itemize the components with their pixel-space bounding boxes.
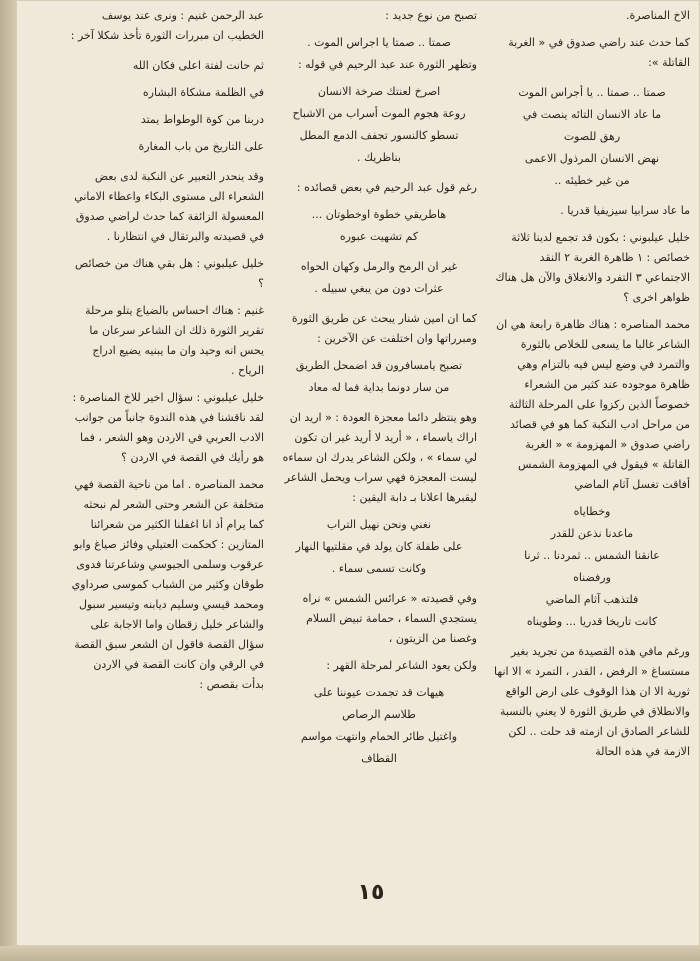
column-left: [68, 6, 264, 876]
verse-line: رهق للصوت: [563, 130, 621, 143]
verse-line: فلتذهب آثام الماضي: [545, 593, 639, 606]
page-number: ١٥: [357, 880, 385, 905]
verse-line: صمتا .. صمتا يا اجراس الموت .: [307, 36, 451, 49]
paragraph: ورغم مافي هذه القصيدة من تجريد بغير مستساغ « الرفض ، القدر ، التمرد » الا انها ثورية الا ان هذا الوقوف على ارض الواقع والانطلاق في طريق الثورة لا يعني بالنسبة للشاعر الصادق ان ازمته قد حلت .. لكن الازمة في هذه الحالة: [494, 645, 690, 758]
magazine-page: [16, 0, 700, 946]
verse-line: ورفضناه: [573, 571, 611, 584]
verse-line: في الظلمة مشكاة البشاره: [142, 86, 264, 99]
verse-line: القطاف: [361, 752, 397, 765]
verse-line: هيهات قد تجمدت عيوننا على: [313, 686, 445, 699]
paragraph: وتظهر الثورة عند عبد الرحيم في قوله :: [297, 58, 477, 71]
verse-line: من غير خطيئه ..: [554, 174, 630, 187]
paragraph: ولكن يعود الشاعر لمرحلة القهر :: [326, 659, 477, 672]
verse-line: بناظريك .: [357, 151, 401, 164]
verse-line: كانت تاريخا قدريا ... وطويناه: [526, 615, 658, 628]
verse-line: وخطاياه: [573, 505, 611, 518]
verse-line: اصرخ لعنتك صرخة الانسان: [317, 85, 441, 98]
paragraph: خليل عيلبوني : سؤال اخير للاخ المناصرة : لقد ناقشنا في هذه الندوة جانباً من جوانب الادب العربي في الاردن وهو الشعر ، فما هو رأيك في القصة في الاردن ؟: [72, 391, 264, 464]
verse-line: نهض الانسان المرذول الاعمى: [524, 152, 660, 165]
verse-line: تصبح يامسافرون قد اضمحل الطريق: [295, 359, 463, 372]
verse-line: تسطو كالنسور تجفف الدمع المطل: [299, 129, 459, 142]
verse-line: على طفلة كان يولد في مقلتيها النهار: [295, 540, 463, 553]
verse-line: غير ان الرمح والرمل وكهان الحواه: [300, 260, 458, 273]
paragraph: كما ان امين شنار يبحث عن طريق الثورة ومبرراتها وان اختلفت عن الآخرين :: [291, 312, 477, 345]
paragraph: محمد المناصره . اما من ناحية القصة فهي متخلفة عن الشعر وحتى الشعر لم نبحثه كما يرام أذ انا اغفلنا الكثير من شعرائنا المتازين : كحكمت العتيلي وفائز صياغ وابو عرقوب وسلمى الجيوسي وشاعرتنا فدوى طوقان وكثير من الشباب كموسى صرداوي ومحمد قيسي وسليم ديابنه وتيسير سبول والشاعر خليل زقطان واما الاجابة على سؤال القصة فاقول ان الشعر سبق القصة في الرقي وان كانت القصة في الاردن بدأت بقصص :: [71, 478, 264, 691]
paragraph: كما حدث عند راضي صدوق في « الغربة القاتلة »:: [508, 36, 690, 69]
paragraph: خليل عيلبوني : هل بقي هناك من خصائص ؟: [75, 257, 264, 290]
paragraph: وهو ينتظر دائما معجزة العودة : « اريد ان اراك ياسماء ، « أريد لا أريد غير ان تكون لي سماء » ، ولكن الشاعر يدرك ان سماءه ليست المعجزة فهي سراب ويحمل الشاعر ليقبرها اعلانا بـ دابة اليقين :: [282, 411, 477, 504]
verse-line: كم تشهيت عبوره: [339, 230, 419, 243]
verse-line: ما عاد الانسان التائه ينصت في: [522, 108, 662, 121]
paragraph: تصبح من نوع جديد :: [385, 9, 477, 22]
verse-line: هاطريقي خطوة اوخطوتان ...: [311, 208, 447, 221]
paragraph: خليل عيلبوني : بكون قد تجمع لدينا ثلاثة خصائص : ١ ظاهرة الغربة ٢ النقد الاجتماعي ٣ التفرد والانغلاق والآن هل هناك ظواهر اخرى ؟: [495, 231, 690, 304]
verse-line: صمتا .. صمتا .. يا أجراس الموت: [518, 86, 666, 99]
verse-line: وكانت تسمى سماء .: [331, 562, 427, 575]
paragraph: غنيم : هناك احساس بالضياع يتلو مرحلة تقرير الثورة ذلك ان الشاعر سرعان ما يحس انه وحيد وان ما يبنيه يضيع ادراج الرياح .: [85, 304, 264, 377]
verse-line: دربنا من كوة الوطواط يمتد: [140, 113, 264, 126]
verse-line: نغني ونحن نهيل التراب: [326, 518, 432, 531]
column-right: [494, 6, 690, 876]
page-bottom-edge: [0, 946, 700, 961]
verse-line: ماعدنا نذعن للقدر: [550, 527, 634, 540]
verse-line: روعة هجوم الموت أسراب من الاشباح: [292, 107, 466, 120]
verse-line: عثرات دون من يبغي سبيله .: [314, 282, 444, 295]
paragraph: الاخ المناصرة.: [625, 9, 690, 22]
paragraph: وفي قصيدته « عرائس الشمس » نراه يستجدي السماء ، حمامة تبيض السلام وغصنا من الزيتون ،: [302, 592, 477, 645]
verse-line: على التاريخ من باب المغارة: [138, 140, 264, 153]
verse-line: ثم حانت لفتة اعلى فكان الله: [132, 59, 264, 72]
verse-line: من سار دونما بداية فما له معاد: [308, 381, 450, 394]
paragraph: وقد ينحدر التعبير عن النكبة لدى بعض الشعراء الى مستوى البكاء واعطاء الاماني المعسولة الزائفة كما حدث لراضي صدوق في قصيدته والبرتقال في انتظارنا .: [74, 170, 264, 243]
verse-line: طلاسم الرصاص: [342, 708, 416, 721]
page-left-edge: [0, 0, 16, 961]
verse-line: عانقنا الشمس .. ثمردنا .. ثرنا: [524, 549, 660, 562]
paragraph: عبد الرحمن غنيم : ونرى عند يوسف الخطيب ان مبررات الثورة تأخذ شكلا آخر :: [70, 9, 264, 42]
paragraph: ما عاد سرابيا سيزيفيا قدريا .: [560, 204, 690, 217]
column-middle: [281, 6, 477, 876]
paragraph: رغم قول عبد الرحيم في بعض قصائده :: [296, 181, 477, 194]
verse-line: واغتيل طائر الحمام وانتهت مواسم: [300, 730, 458, 743]
paragraph: محمد المناصره : هناك ظاهرة رابعة هي ان الشاعر غالبا ما يسعى للخلاص بالثورة والتمرد في وضع ليس فيه بالتزام وهي ظاهرة موجوده عند كثير من الشعراء خصوصاً الذين ركزوا على المرحلة الثالثة من مراحل ادب النكبة كما هو في قصائد راضي صدوق « المهزومة » « الغربة القاتلة » فيقول في المهزومة الشمس أفاقت تغسل آثام الماضي: [496, 318, 690, 491]
